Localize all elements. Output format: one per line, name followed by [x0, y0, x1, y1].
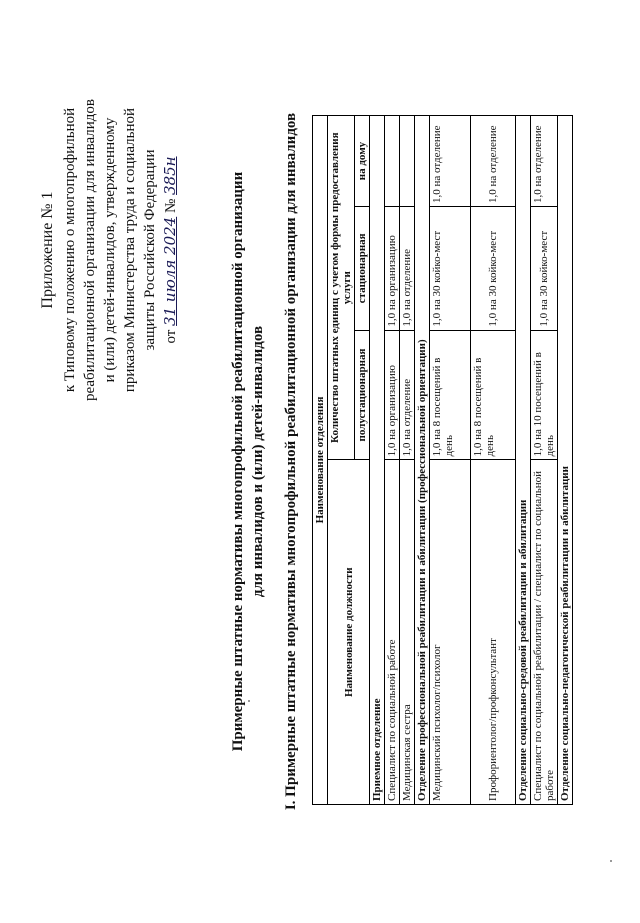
table-section-row — [516, 116, 531, 805]
section-label: Отделение социально-средовой реабилитации и абилитации — [516, 116, 531, 805]
position-cell: Профориентолог/профконсультант — [471, 460, 516, 805]
appendix-header — [38, 40, 181, 460]
staffing-table — [312, 115, 573, 805]
handwritten-number: 385н — [161, 156, 179, 195]
stationary-cell: 1,0 на отделение — [400, 207, 415, 331]
stationary-cell: 1,0 на 30 койко-мест — [430, 207, 471, 331]
semi-cell: 1,0 на 8 посещений в день — [430, 330, 471, 460]
position-cell: Специалист по социальной реабилитации / специалист по социальной работе — [531, 460, 558, 805]
main-title-line-2: для инвалидов и (или) детей-инвалидов — [250, 325, 266, 598]
section-label: Отделение профессиональной реабилитации и абилитации (профессиональной ориентации) — [415, 116, 430, 805]
table-row — [400, 116, 415, 805]
appendix-title: Приложение № 1 — [39, 191, 56, 309]
appendix-line: и (или) детей-инвалидов, утвержденному — [102, 117, 118, 383]
home-cell — [385, 116, 400, 207]
table-row — [430, 116, 471, 805]
header-department: Наименование отделения — [313, 116, 328, 805]
appendix-line: к Типовому положению о многопрофильной — [62, 107, 78, 393]
section-label: Приемное отделение — [370, 116, 385, 805]
header-semi: полустационарная — [355, 330, 370, 460]
header-home: на дому — [355, 116, 370, 207]
date-prefix: от — [163, 329, 179, 344]
appendix-line: реабилитационной организации для инвалидов — [82, 99, 98, 401]
table-section-row — [370, 116, 385, 805]
main-title-line-1: Примерные штатные нормативы многопрофильной реабилитационной организации — [230, 171, 246, 752]
table-row — [531, 116, 558, 805]
home-cell: 1,0 на отделение — [430, 116, 471, 207]
header-stationary: стационарная — [355, 207, 370, 331]
table-section-row — [558, 116, 573, 805]
semi-cell: 1,0 на отделение — [400, 330, 415, 460]
appendix-date-line — [160, 40, 181, 460]
appendix-line: защиты Российской Федерации — [142, 149, 158, 351]
header-position: Наименование должности — [328, 460, 370, 805]
section-label: Отделение социально-педагогической реабилитации и абилитации — [558, 116, 573, 805]
position-cell: Медицинский психолог/психолог — [430, 460, 471, 805]
stationary-cell: 1,0 на 30 койко-мест — [471, 207, 516, 331]
table-section-row — [415, 116, 430, 805]
stationary-cell: 1,0 на организацию — [385, 207, 400, 331]
semi-cell: 1,0 на 8 посещений в день — [471, 330, 516, 460]
header-count: Количество штатных единиц с учетом формы предоставления услуги — [328, 116, 355, 460]
main-title — [228, 0, 268, 923]
handwritten-date: 31 июля 2024 — [161, 216, 179, 326]
position-cell: Специалист по социальной работе — [385, 460, 400, 805]
home-cell: 1,0 на отделение — [531, 116, 558, 207]
number-prefix: № — [163, 198, 179, 214]
stationary-cell: 1,0 на 30 койко-мест — [531, 207, 558, 331]
semi-cell: 1,0 на 10 посещений в день — [531, 330, 558, 460]
position-cell: Медицинская сестра — [400, 460, 415, 805]
table-row — [471, 116, 516, 805]
home-cell — [400, 116, 415, 207]
table-row — [385, 116, 400, 805]
appendix-line: приказом Министерства труда и социальной — [122, 107, 138, 393]
home-cell: 1,0 на отделение — [471, 116, 516, 207]
section-title: I. Примерные штатные нормативы многопрофильной реабилитационной организации для инвалидов — [283, 112, 299, 811]
semi-cell: 1,0 на организацию — [385, 330, 400, 460]
